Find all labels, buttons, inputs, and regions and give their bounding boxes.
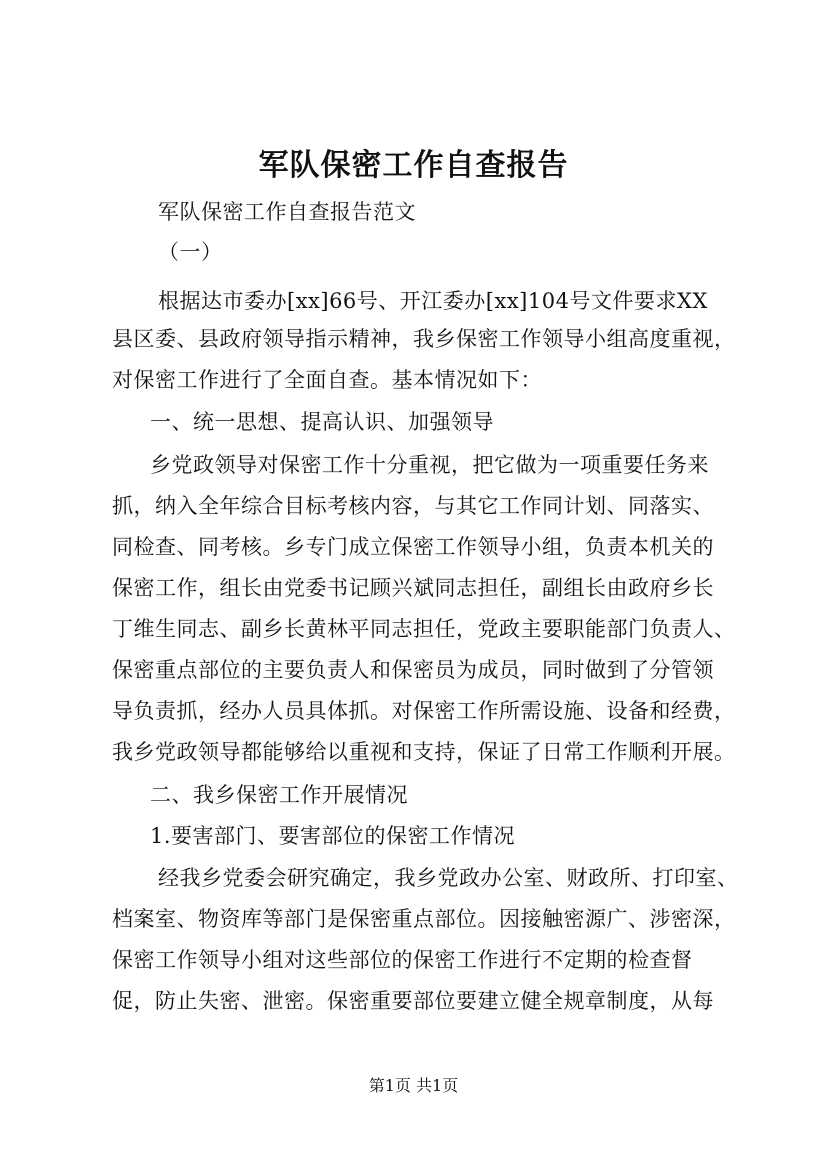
paragraph-line-3: 对保密工作进行了全面自查。基本情况如下： bbox=[112, 368, 542, 392]
paragraph-line-2: 县区委、县政府领导指示精神，我乡保密工作领导小组高度重视， bbox=[112, 327, 736, 351]
document-title: 军队保密工作自查报告 bbox=[258, 148, 569, 183]
paragraph-line-11: 导负责抓，经办人员具体抓。对保密工作所需设施、设备和经费， bbox=[112, 699, 736, 723]
paragraph-line-7: 同检查、同考核。乡专门成立保密工作领导小组，负责本机关的 bbox=[112, 535, 714, 559]
paragraph-line-17: 保密工作领导小组对这些部位的保密工作进行不定期的检查督 bbox=[112, 948, 693, 972]
section-marker: （一） bbox=[158, 240, 223, 264]
paragraph-line-9: 丁维生同志、副乡长黄林平同志担任，党政主要职能部门负责人、 bbox=[112, 617, 736, 641]
section-heading-1: 一、统一思想、提高认识、加强领导 bbox=[150, 410, 494, 434]
paragraph-line-15: 经我乡党委会研究确定，我乡党政办公室、财政所、打印室、 bbox=[158, 866, 739, 890]
paragraph-line-6: 抓，纳入全年综合目标考核内容，与其它工作同计划、同落实、 bbox=[112, 494, 714, 518]
subtitle: 军队保密工作自查报告范文 bbox=[158, 200, 416, 224]
paragraph-line-16: 档案室、物资库等部门是保密重点部位。因接触密源广、涉密深， bbox=[112, 907, 736, 931]
paragraph-line-8: 保密工作，组长由党委书记顾兴斌同志担任，副组长由政府乡长 bbox=[112, 576, 714, 600]
paragraph-line-1: 根据达市委办[xx]66号、开江委办[xx]104号文件要求XX bbox=[158, 289, 708, 313]
subsection-heading-1: 1.要害部门、要害部位的保密工作情况 bbox=[150, 824, 516, 848]
paragraph-line-10: 保密重点部位的主要负责人和保密员为成员，同时做到了分管领 bbox=[112, 658, 714, 682]
paragraph-line-18: 促，防止失密、泄密。保密重要部位要建立健全规章制度，从每 bbox=[112, 989, 714, 1013]
section-heading-2: 二、我乡保密工作开展情况 bbox=[150, 783, 408, 807]
paragraph-line-12: 我乡党政领导都能够给以重视和支持，保证了日常工作顺利开展。 bbox=[112, 740, 736, 764]
paragraph-line-5: 乡党政领导对保密工作十分重视，把它做为一项重要任务来 bbox=[150, 453, 709, 477]
page-footer: 第1页 共1页 bbox=[368, 1076, 459, 1095]
